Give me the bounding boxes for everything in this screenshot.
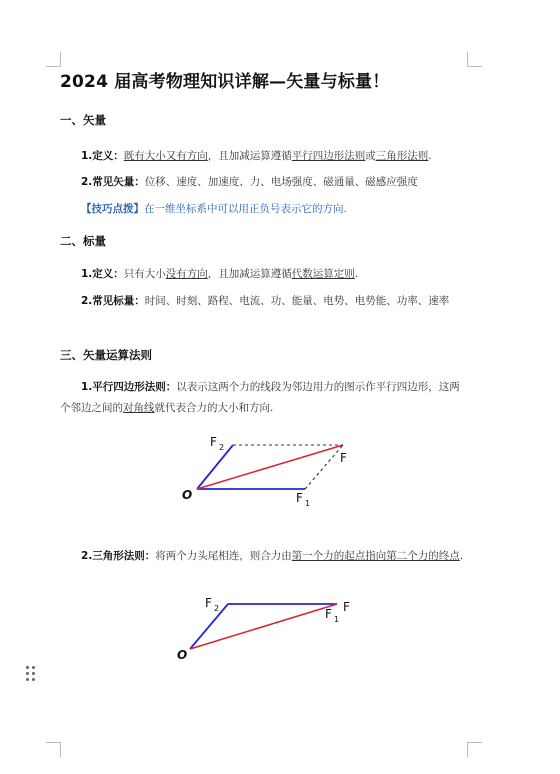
vector-definition-text-5: 三角形法则: [375, 150, 429, 162]
scalar-definition-text-0: 只有大小: [123, 268, 166, 280]
vector-definition-text-1: 既有大小又有方向: [123, 150, 208, 162]
f2-vector: [190, 604, 228, 649]
f1-label: F: [296, 491, 303, 505]
tip-text: 在一维坐标系中可以用正负号表示它的方向.: [144, 203, 347, 215]
page-title: 2024 届高考物理知识详解—矢量与标量！: [60, 72, 390, 92]
parallelogram-rule-text-1: 对角线: [123, 402, 155, 414]
parallelogram-rule-text-0: 以表示这两个力的线段为邻边用力的图示作平行四边形，这两个邻边之间的: [60, 381, 460, 414]
origin-label: O: [177, 648, 188, 662]
resultant-label: F: [343, 600, 350, 614]
scalar-definition-text-1: 没有方向: [165, 268, 208, 280]
scalar-definition-text-3: 代数运算定则: [291, 268, 355, 280]
triangle-rule-label: 2.三角形法则：: [81, 550, 156, 562]
section-heading-vector: 一、矢量: [60, 113, 106, 127]
vector-definition-text-2: ，且加减运算遵循: [207, 150, 292, 162]
vector-definition-label: 1.定义：: [81, 150, 124, 162]
resultant-label: F: [340, 451, 347, 465]
f2-label: F: [210, 435, 217, 449]
common-vectors-text: 位移、速度、加速度、力、电场强度、磁通量、磁感应强度: [144, 176, 418, 188]
triangle-rule-text-2: .: [459, 550, 464, 562]
f1-subscript: 1: [305, 499, 311, 508]
scalar-definition-label: 1.定义：: [81, 268, 124, 280]
common-vectors-label: 2.常见矢量：: [81, 176, 145, 188]
vector-definition-text-6: .: [428, 150, 432, 162]
f1-subscript: 1: [334, 615, 340, 624]
parallelogram-rule-label: 1.平行四边形法则：: [81, 381, 177, 393]
section-heading-scalar: 二、标量: [60, 234, 106, 248]
f2-subscript: 2: [214, 604, 220, 613]
triangle-rule-text-1: 第一个力的起点指向第二个力的终点: [291, 550, 460, 562]
f1-label: F: [325, 607, 332, 621]
vector-definition-text-3: 平行四边形法则: [291, 150, 366, 162]
tip-label: 【技巧点拨】: [81, 203, 144, 215]
common-scalars-text: 时间、时刻、路程、电流、功、能量、电势、电势能、功率、速率: [144, 295, 450, 307]
parallelogram-rule-text-2: 就代表合力的大小和方向.: [154, 402, 274, 414]
origin-label: O: [182, 488, 193, 502]
triangle-rule-text-0: 将两个力头尾相连，则合力由: [155, 550, 292, 562]
common-scalars-label: 2.常见标量：: [81, 295, 145, 307]
vector-definition-text-4: 或: [365, 150, 376, 162]
resultant-vector: [190, 604, 340, 649]
scalar-definition-text-2: ，且加减运算遵循: [207, 268, 292, 280]
section-heading-rules: 三、矢量运算法则: [60, 348, 152, 362]
f2-subscript: 2: [219, 443, 225, 452]
f2-label: F: [205, 596, 212, 610]
scalar-definition-text-4: .: [354, 268, 359, 280]
